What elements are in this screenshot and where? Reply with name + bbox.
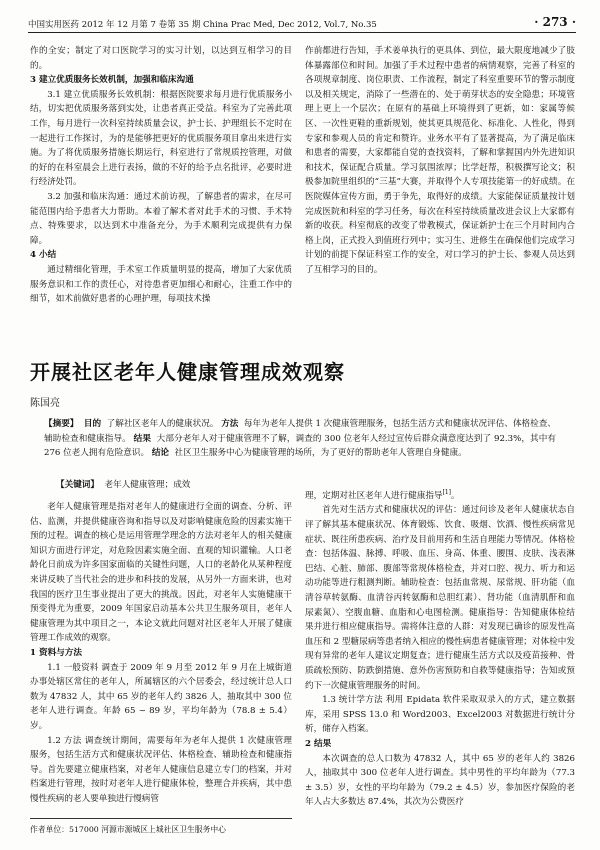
article-title: 开展社区老年人健康管理成效观察 — [30, 360, 345, 384]
journal-citation: 中国实用医药 2012 年 12 月第 7 卷第 35 期 China Prac Med, Dec 2012, Vol.7, No.35 — [28, 20, 377, 30]
paragraph: 通过精细化管理，手术室工作质量明显的提高，增加了大家优质服务意识和工作的责任心，对待患者更加细心和耐心，注重工作中的细节，如术前做好患者的心理护理，每项技术操 — [30, 264, 292, 305]
paragraph: 首先对生活方式和健康状况的评估：通过问诊及老年人健康状态自评了解其基本健康状况、体育锻炼、饮食、吸烟、饮酒、慢性疾病常见症状、既往所患疾病、治疗及目前用药和生活自理能力等情况。体格检查：包括体温、脉搏、呼吸、血压、身高、体重、腰围、皮肤、浅表淋巴结、心脏、肺部、腹部等常规体格检查，并对口腔、视力、听力和运动功能等进行粗测判断。辅助检查：包括血常规、尿常规、肝功能（血清谷草转氨酶、血清谷丙转氨酶和总胆红素）、肾功能（血清肌酐和血尿素氮）、空腹血糖、血脂和心电图检测。健康指导：告知健康体检结果并进行相应健康指导。需将体注意的人群：对发现已确诊的原发性高血压和 2 型糖尿病等患者纳入相应的慢性病患者健康管理；对体检中发现有异常的老年人建议定期复查；进行健康生活方式以及疫苗接种、骨质疏松预防、防跌倒措施、意外伤害预防和自救等健康指导；告知或预约下一次健康管理服务的时间。 — [305, 505, 575, 691]
section-heading: 3 建立优质服务长效机制，加强和临床沟通 — [30, 75, 194, 86]
paragraph: 3.2 加强和临床沟通：通过术前访视，了解患者的需求，在尽可能范围内给予患者大力帮助。本着了解术者对此手术的习惯、手术特点、特殊要求，以达到术中准备充分，为手术顺利完成提供有力保障。 — [30, 191, 292, 246]
method-label: 方法 — [221, 419, 239, 429]
paragraph: 1.2 方法 调查统计期间，需要每年为老年人提供 1 次健康管理服务，包括生活方式和健康状况评估、体格检查、辅助检查和健康指导。首先要建立健康档案，对老年人健康信息建立专门的档案，并对档案进行管理，按时对老年人进行健康体检，整理合并疾病，其中患慢性疾病的老人要单独进行慢病管 — [30, 735, 292, 804]
paragraph: 作的全安；制定了对口医院学习的实习计划，以达到互相学习的目的。 — [30, 46, 292, 71]
section-heading: 4 小结 — [30, 250, 57, 261]
paragraph-end: 。 — [451, 490, 460, 501]
previous-article-left-column — [30, 44, 292, 344]
conclusion-label: 结论 — [151, 448, 170, 458]
result-label: 结果 — [133, 433, 152, 444]
paragraph: 3.1 建立优质服务长效机制：根据医院要求每月进行优质服务小结，切实把优质服务落到实处，让患者真正受益。科室为了完善此项工作，每月进行一次科室持续质量会议，护士长、护理组长不定时在一起进行工作探讨，为的是能够把更好的优质服务项目拿出来进行实施。为了将优质服务措施长期运行，科室进行了常规质控管理，对做的好的在科室晨会上进行表扬，做的不好的给予点名批评，必要时进行经济处罚。 — [30, 89, 292, 188]
method-text: 每年为老年人提供 1 次健康管理服务，包括生活方式和健康状况评估、体格检查、辅助检查和健康指导。 — [44, 419, 556, 444]
author-affiliation-footnote: 作者单位：517000 河源市源城区上城社区卫生服务中心 — [30, 818, 292, 835]
reference-marker: [1] — [442, 489, 452, 496]
article-right-column — [305, 486, 575, 846]
section-heading: 1 资料与方法 — [30, 647, 82, 658]
article-author: 陈国亮 — [30, 398, 60, 409]
section-heading: 2 结果 — [305, 738, 332, 749]
article-left-column — [30, 500, 292, 810]
conclusion-text: 社区卫生服务中心为健康管理的场所，为了更好的帮助老年人管理自身健康。 — [174, 448, 467, 458]
objective-label: 目的 — [83, 419, 102, 429]
previous-article-right-column — [305, 44, 575, 344]
page-number: · 273 · — [534, 15, 576, 29]
objective-text: 了解社区老年人的健康状况。 — [106, 419, 219, 429]
paragraph: 1.3 统计学方法 利用 Epidata 软件采取双录入的方式，建立数据库，采用 SPSS 13.0 和 Word2003、Excel2003 对数据进行统计分析，储存入档案。 — [305, 695, 575, 735]
running-header — [28, 12, 576, 33]
result-text: 大部分老年人对于健康管理不了解，调查的 300 位老年人经过宣传后群众满意度达到了 92.3%，其中有 276 位老人拥有危险意识。 — [44, 433, 556, 458]
keywords-label: 【关键词】 — [56, 480, 99, 490]
abstract-label: 【摘要】 — [44, 419, 79, 429]
paragraph: 作前都进行告知，手术姜单执行的更具体、到位，最大限度地减少了肢体暴露部位和时间。加强了手术过程中患者的病情观察，完善了科室的各项规章制度、岗位职责、工作流程，制定了科室重要环节的警示制度以及相关规定，消除了一些潜在的、处于萌芽状态的安全隐患；环境管理上更上一个层次；在原有的基础上环境得到了更新，如：家属等候区、一次性更鞋的重新规划，使其更具规范化、标准化、人性化，得到专家和参观人员的肯定和赞许。业务水平有了显著提高，为了满足临床和患者的需要，大家都能自觉的查找资料，了解和掌握国内外先进知识和技术，保证配合质量。学习氛围浓厚；比学赶帮，积极撰写论文；积极参加院里组织的“三基”大赛，并取得个人专项技能第一的好成绩。在医院媒体宣传方面，勇于争先，取得好的成绩。大家能保证质量按计划完成医院和科室的学习任务，每次在科室持续质量改进会议上大家都有新的收获。科室彻底的改变了带教模式，保证新护士在三个月时间内合格上岗，正式投入到值班行列中；实习生、进修生在确保他们完成学习计划的前提下保证科室工作的安全，对口学习的护士长、参观人员达到了互相学习的目的。 — [305, 46, 575, 275]
paragraph-text: 理，定期对社区老年人进行健康指导 — [305, 490, 443, 501]
paragraph — [305, 486, 575, 503]
abstract — [44, 417, 556, 475]
paragraph: 1.1 一般资料 调查于 2009 年 9 月至 2012 年 9 月在上城街道办事处辖区常住的老年人，所属辖区的六个居委会，经过统计总人口数为 47832 人，其中 65 岁的老年人约 3826 人，抽取其中 300 位老年人进行调查。年龄 65 ~ 89 岁，平均年龄为（78.8 ± 5.4）岁。 — [30, 662, 292, 731]
paragraph: 老年人健康管理是指对老年人的健康进行全面的调查、分析、评估、监测，并提供健康咨询和指导以及对影响健康危险的因素实施干预的过程。调查的核心是运用管理学理念的方法对老年人的相关健康知识方面进行评定，对危险因素实施全面、直观的知识灌输。人口老龄化日前成为许多国家面临的关键性问题，人口的老龄化从某种程度来讲反映了当代社会的进步和科技的发展，从另外一方面来讲，也对我国的医疗卫生事业提出了更大的挑战。因此，对老年人实施健康干预变得尤为重要，2009 年国家启动基本公共卫生服务项目，老年人健康管理为其中项目之一，本论文就此问题对社区老年人开展了健康管理工作成效的观察。 — [30, 502, 292, 644]
paragraph: 本次调查的总人口数为 47832 人，其中 65 岁的老年人约 3826 人，抽取其中 300 位老年人进行调查。其中男性的平均年龄为（77.3 ± 3.5）岁，女性的平均年龄为（79.2 ± 4.5）岁，参加医疗保险的老年人占大多数达 87.4%，其次为公费医疗 — [305, 753, 575, 808]
keywords-text: 老年人健康管理；成效 — [104, 480, 191, 490]
